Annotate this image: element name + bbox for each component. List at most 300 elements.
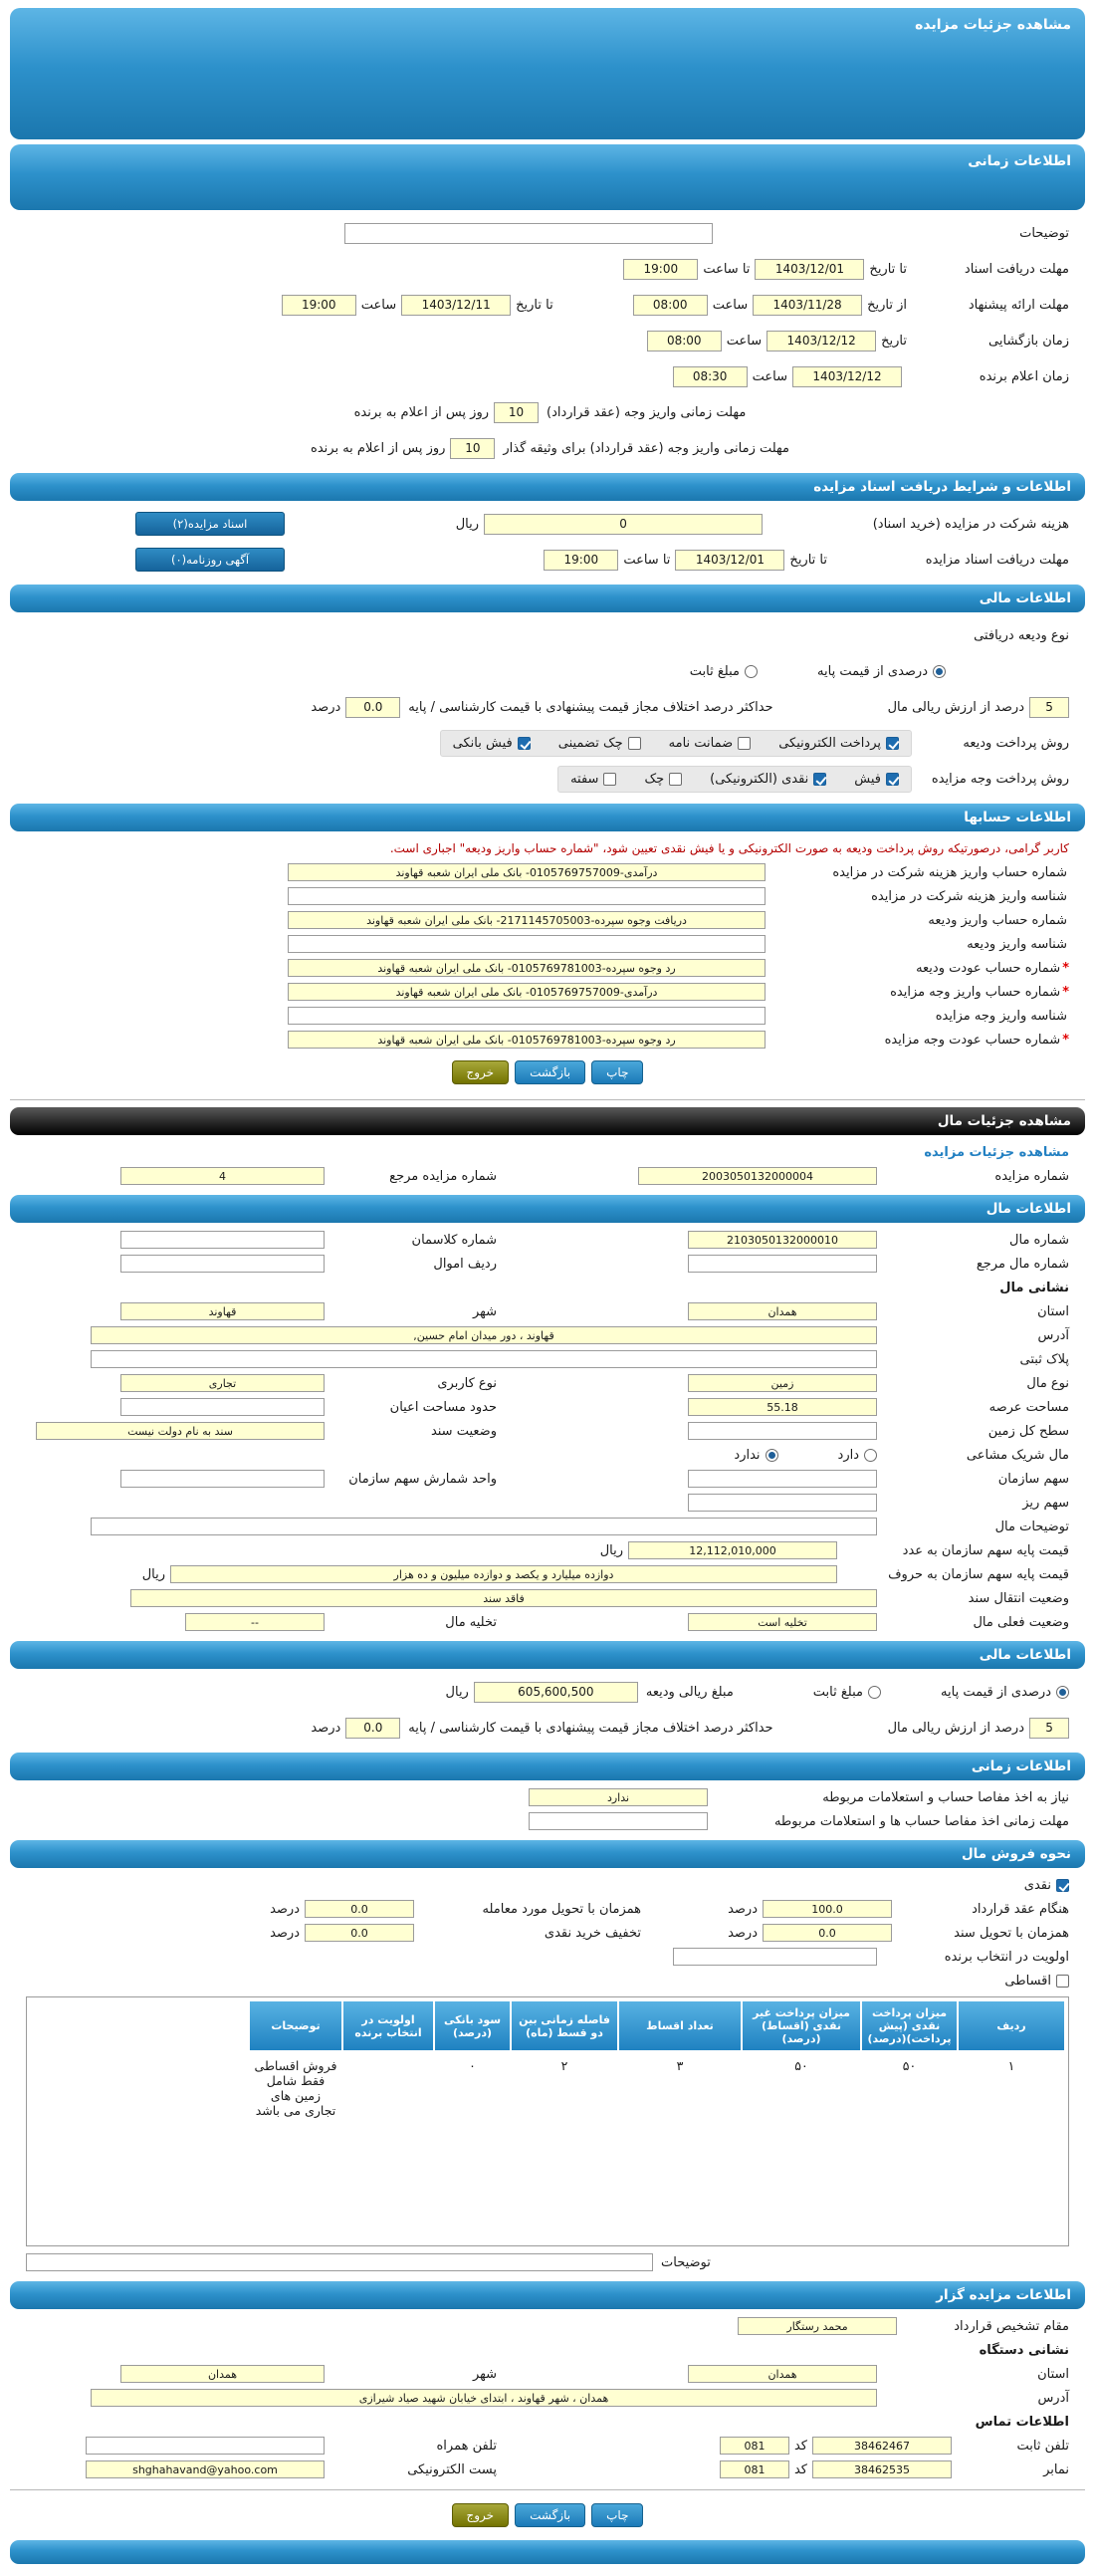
cash-sale-label: نقدی xyxy=(1023,1877,1051,1893)
checkbox-icon xyxy=(669,773,682,786)
org-city-input[interactable]: همدان xyxy=(120,2365,325,2383)
checkbox-icon xyxy=(886,773,899,786)
auction-number-group xyxy=(497,1167,1069,1185)
account-label: شماره حساب عودت ودیعه xyxy=(916,960,1061,976)
cash-sale-row xyxy=(10,1873,1085,1897)
account-input[interactable]: رد وجوه سپرده-0105769781003- بانک ملی ایران شعبه قهاوند xyxy=(288,1031,766,1049)
col-row-number: ردیف xyxy=(959,2001,1064,2050)
radio-icon xyxy=(745,665,758,678)
payment-at-deed-input[interactable]: 0.0 xyxy=(763,1924,892,1942)
deposit-amount-unit: ریال xyxy=(445,1684,469,1700)
section-title-timing2: اطلاعات زمانی xyxy=(10,1753,1085,1780)
exit-button[interactable]: خروج xyxy=(452,1060,510,1084)
property-address-row xyxy=(10,1323,1085,1347)
org-city-label: شهر xyxy=(472,2366,497,2382)
winner-priority-label: اولویت در انتخاب برنده xyxy=(944,1949,1069,1965)
auction-payment-methods-group xyxy=(557,766,912,793)
classification-number-label: شماره کلاسمان xyxy=(411,1232,497,1248)
account-input[interactable] xyxy=(288,1007,766,1025)
percent-of-value-label: درصد از ارزش ریالی مال xyxy=(887,699,1024,715)
auction-number-input[interactable]: 2003050132000004 xyxy=(638,1167,877,1185)
phone-input[interactable]: 38462467 xyxy=(812,2437,952,2455)
account-input[interactable]: رد وجوه سپرده-0105769781003- بانک ملی ایران شعبه قهاوند xyxy=(288,959,766,977)
documents-deadline-row xyxy=(10,542,1085,578)
base-price-numeric-label: قیمت پایه سهم سازمان به عدد xyxy=(902,1542,1069,1558)
installment-sale-row xyxy=(10,1969,1085,1992)
cell-installment-interval: ۲ xyxy=(512,2052,617,2241)
payment-deadline-contract-row xyxy=(10,394,1085,430)
max-diff-input2[interactable]: 0.0 xyxy=(345,1718,400,1739)
deposit-pay-electronic-option[interactable] xyxy=(778,736,899,751)
deposit-type-fixed-label2: مبلغ ثابت xyxy=(812,1684,864,1700)
sale-notes-label: توضیحات xyxy=(661,2254,711,2270)
base-price-words-input[interactable]: دوازده میلیارد و یکصد و دوازده میلیون و ده هزار xyxy=(170,1565,837,1583)
email-label: پست الکترونیکی xyxy=(407,2461,497,2477)
deposit-type-options-row xyxy=(10,653,1085,689)
shared-ownership-label: مال شریک مشاعی xyxy=(966,1447,1069,1463)
share-detail-input[interactable] xyxy=(688,1494,877,1512)
clearance-needed-label: نیاز به اخذ مفاصا حساب و استعلامات مربوطه xyxy=(822,1789,1069,1805)
radio-icon xyxy=(868,1686,881,1699)
deposit-amount-input[interactable]: 605,600,500 xyxy=(474,1682,638,1703)
percent-of-value-input2[interactable]: 5 xyxy=(1029,1718,1069,1739)
offer-from-date-label: از تاریخ xyxy=(867,297,907,313)
auction-pay-check-option[interactable] xyxy=(644,772,682,787)
winner-announce-date-input[interactable]: 1403/12/12 xyxy=(792,366,902,387)
notes-row xyxy=(10,215,1085,251)
offer-deadline-label: مهلت ارائه پیشنهاد xyxy=(968,297,1069,313)
account-row-fee-id xyxy=(10,884,1085,908)
cell-row-number: ۱ xyxy=(959,2052,1064,2241)
offer-to-date-label: تا تاریخ xyxy=(516,297,553,313)
account-label: شماره حساب عودت وجه مزایده xyxy=(884,1032,1061,1048)
checkbox-icon xyxy=(738,737,751,750)
documents-deadline-until-time-label: تا ساعت xyxy=(623,552,671,568)
auction-pay-promissory-option[interactable] xyxy=(570,772,616,787)
percent-of-value-label2: درصد از ارزش ریالی مال xyxy=(887,1720,1024,1736)
auction-number-row xyxy=(10,1164,1085,1188)
property-province-input[interactable]: همدان xyxy=(688,1302,877,1320)
base-price-numeric-input[interactable]: 12,112,010,000 xyxy=(628,1541,837,1559)
deposit-pay-guarantee-label: ضمانت نامه xyxy=(668,735,734,751)
total-land-group xyxy=(497,1422,1069,1440)
payment-deadline-contract-label: مهلت زمانی واریز وجه (عقد قرارداد) xyxy=(547,404,747,420)
col-noncash-payment: میزان پرداخت غیر نقدی (اقساط) (درصد) xyxy=(743,2001,860,2050)
shared-ownership-yes-option[interactable] xyxy=(838,1448,877,1463)
mobile-label: تلفن همراه xyxy=(436,2438,497,2454)
docs-deadline-row xyxy=(10,251,1085,287)
checkbox-icon xyxy=(1056,1879,1069,1892)
clearance-deadline-row xyxy=(10,1809,1085,1833)
mal-ref-number-label: شماره مال مرجع xyxy=(976,1256,1069,1272)
col-winner-priority: اولویت در انتخاب برنده xyxy=(343,2001,433,2050)
installment-table-wrap xyxy=(26,1996,1069,2246)
max-diff-unit2: درصد xyxy=(311,1720,341,1736)
checkbox-icon xyxy=(628,737,641,750)
org-address-title: نشانی دستگاه xyxy=(979,2342,1069,2358)
auction-pay-cash-label: نقدی (الکترونیکی) xyxy=(710,771,809,787)
offer-from-time-label: ساعت xyxy=(712,297,749,313)
property-city-input[interactable]: قهاوند xyxy=(120,1302,325,1320)
deposit-pay-bank-slip-option[interactable] xyxy=(453,736,531,751)
auction-pay-check-label: چک xyxy=(644,771,665,787)
auction-documents-button[interactable]: اسناد مزایده(۲) xyxy=(135,512,285,536)
top-actions-row xyxy=(10,1052,1085,1091)
docs-deadline-date-input[interactable]: 1403/12/01 xyxy=(755,259,864,280)
account-label-wrap xyxy=(775,1009,1069,1024)
deposit-type-fixed-option[interactable] xyxy=(690,664,758,679)
winner-announce-label: زمان اعلام برنده xyxy=(979,368,1069,384)
mal-number-group xyxy=(497,1231,1069,1249)
mal-ref-row xyxy=(10,1252,1085,1276)
cell-winner-priority xyxy=(343,2052,433,2241)
evacuation-label: تخلیه مال xyxy=(445,1614,497,1630)
share-detail-label: سهم ریز xyxy=(1022,1495,1069,1511)
clearance-needed-row xyxy=(10,1785,1085,1809)
deed-transfer-label: وضعیت انتقال سند xyxy=(968,1590,1069,1606)
account-label-wrap xyxy=(775,937,1069,952)
property-address-label: آدرس xyxy=(1037,1327,1069,1343)
max-diff-input[interactable]: 0.0 xyxy=(345,697,400,718)
account-input[interactable]: دریافت وجوه سپرده-2171145705003- بانک ملی ایران شعبه قهاوند xyxy=(288,911,766,929)
documents-deadline-until-date-label: تا تاریخ xyxy=(789,552,827,568)
current-status-group xyxy=(497,1613,1069,1631)
base-price-numeric-row xyxy=(10,1538,1085,1562)
payment-at-deed-row xyxy=(10,1921,1085,1945)
org-address-label: آدرس xyxy=(1037,2390,1069,2406)
checkbox-icon xyxy=(813,773,826,786)
payment-deadline-guarantor-row xyxy=(10,430,1085,466)
org-province-row xyxy=(10,2362,1085,2386)
phone-code-label: کد xyxy=(793,2438,807,2454)
col-notes: توضیحات xyxy=(250,2001,341,2050)
account-label: شماره حساب واریز هزینه شرکت در مزایده xyxy=(832,864,1067,880)
payment-at-deed-group xyxy=(641,1924,1069,1942)
mal-type-group xyxy=(497,1374,1069,1392)
max-diff-label: حداکثر درصد اختلاف مجاز قیمت پیشنهادی با قیمت کارشناسی / پایه xyxy=(408,699,773,715)
installment-sale-label: اقساطی xyxy=(1004,1973,1051,1989)
phone-row xyxy=(10,2434,1085,2458)
fax-row xyxy=(10,2458,1085,2481)
deed-transfer-input[interactable]: فاقد سند xyxy=(130,1589,877,1607)
participation-fee-row xyxy=(10,506,1085,542)
participation-fee-unit: ریال xyxy=(455,516,479,532)
account-input[interactable] xyxy=(288,887,766,905)
opening-date-input[interactable]: 1403/12/12 xyxy=(766,331,876,351)
cell-noncash-payment: ۵۰ xyxy=(743,2052,860,2241)
current-status-input[interactable]: تخلیه است xyxy=(688,1613,877,1631)
print-button[interactable]: چاپ xyxy=(591,2503,643,2527)
property-province-row xyxy=(10,1299,1085,1323)
offer-from-time-input[interactable]: 08:00 xyxy=(633,295,708,316)
org-share-unit-input[interactable] xyxy=(120,1470,325,1488)
radio-icon xyxy=(933,665,946,678)
offer-from-date-input[interactable]: 1403/11/28 xyxy=(753,295,862,316)
deposit-payment-methods-group xyxy=(440,730,912,757)
required-star: * xyxy=(1062,984,1069,1000)
cash-sale-option[interactable] xyxy=(1024,1878,1069,1893)
docs-deadline-time-input[interactable]: 19:00 xyxy=(623,259,698,280)
col-bank-interest: سود بانکی (درصد) xyxy=(435,2001,510,2050)
deposit-type-fixed-option2[interactable] xyxy=(813,1685,881,1700)
section-title-property: اطلاعات مال xyxy=(10,1195,1085,1223)
fax-label: نمابر xyxy=(1043,2461,1069,2477)
shared-ownership-yes-label: دارد xyxy=(837,1447,859,1463)
property-province-label: استان xyxy=(1037,1303,1069,1319)
opening-date-label: تاریخ xyxy=(881,333,907,349)
checkbox-icon xyxy=(1056,1975,1069,1988)
mal-notes-label: توضیحات مال xyxy=(994,1519,1069,1534)
docs-deadline-until-date-label: تا تاریخ xyxy=(869,261,907,277)
cell-notes: فروش اقساطی فقط شامل زمین های تجاری می باشد xyxy=(250,2052,341,2241)
mal-ref-number-input[interactable] xyxy=(688,1255,877,1273)
deposit-type-options-row2 xyxy=(10,1674,1085,1710)
deposit-payment-methods-row xyxy=(10,725,1085,761)
shared-ownership-row xyxy=(10,1443,1085,1467)
fax-input[interactable]: 38462535 xyxy=(812,2460,952,2478)
installment-table-header-row xyxy=(250,2001,1064,2050)
section-title-auctioneer: اطلاعات مزایده گزار xyxy=(10,2281,1085,2309)
col-installment-interval: فاصله زمانی بین دو قسط (ماه) xyxy=(512,2001,617,2050)
radio-icon xyxy=(766,1449,778,1462)
auction-details-link-row xyxy=(10,1140,1085,1164)
account-label-wrap xyxy=(775,889,1069,904)
notes-label: توضیحات xyxy=(1019,225,1069,241)
deposit-pay-electronic-label: پرداخت الکترونیکی xyxy=(778,735,881,751)
mal-notes-input[interactable] xyxy=(91,1518,877,1535)
deposit-pay-bank-slip-label: فیش بانکی xyxy=(452,735,513,751)
payment-at-contract-group xyxy=(641,1900,1069,1918)
payment-at-contract-unit: درصد xyxy=(728,1901,758,1917)
clearance-deadline-input[interactable] xyxy=(529,1812,708,1830)
evacuation-input[interactable]: -- xyxy=(185,1613,325,1631)
deposit-type-fixed-label: مبلغ ثابت xyxy=(689,663,741,679)
base-price-words-label: قیمت پایه سهم سازمان به حروف xyxy=(888,1566,1069,1582)
registration-plate-input[interactable] xyxy=(91,1350,877,1368)
contract-authority-input[interactable]: محمد رستگار xyxy=(738,2317,897,2335)
usage-type-input[interactable]: تجاری xyxy=(120,1374,325,1392)
org-share-row xyxy=(10,1467,1085,1491)
checkbox-icon xyxy=(603,773,616,786)
org-address-input[interactable]: همدان ، شهر قهاوند ، ابتدای خیابان شهید صیاد شیرازی xyxy=(91,2389,877,2407)
section-title-property-details: مشاهده جزئیات مال xyxy=(10,1107,1085,1135)
account-input[interactable]: درآمدی-0105769757009- بانک ملی ایران شعبه قهاوند xyxy=(288,863,766,881)
account-row-deposit-return xyxy=(10,956,1085,980)
winner-announce-time-label: ساعت xyxy=(752,368,787,384)
checkbox-icon xyxy=(518,737,531,750)
phone-code-input[interactable]: 081 xyxy=(720,2437,789,2455)
org-share-input[interactable] xyxy=(688,1470,877,1488)
payment-deadline-guarantor-label: مهلت زمانی واریز وجه (عقد قرارداد) برای وثیقه گذار xyxy=(503,440,789,456)
footer-bar xyxy=(10,2540,1085,2564)
auction-ref-number-input[interactable]: 4 xyxy=(120,1167,325,1185)
account-input[interactable] xyxy=(288,935,766,953)
opening-time-label: زمان بازگشایی xyxy=(988,333,1069,349)
auction-ref-number-label: شماره مزایده مرجع xyxy=(389,1168,497,1184)
mal-notes-row xyxy=(10,1515,1085,1538)
account-label-wrap xyxy=(775,865,1069,880)
required-star: * xyxy=(1062,960,1069,976)
payment-at-contract-row xyxy=(10,1897,1085,1921)
base-price-words-row xyxy=(10,1562,1085,1586)
base-price-words-unit: ریال xyxy=(141,1566,165,1582)
deed-transfer-row xyxy=(10,1586,1085,1610)
total-land-input[interactable] xyxy=(688,1422,877,1440)
max-diff-label2: حداکثر درصد اختلاف مجاز قیمت پیشنهادی با قیمت کارشناسی / پایه xyxy=(408,1720,773,1736)
section-title-documents: اطلاعات و شرایط دریافت اسناد مزایده xyxy=(10,473,1085,501)
account-label: شناسه واریز ودیعه xyxy=(967,936,1067,952)
payment-at-delivery-input[interactable]: 0.0 xyxy=(305,1900,414,1918)
separator xyxy=(10,1099,1085,1100)
email-input[interactable]: shghahavand@yahoo.com xyxy=(86,2460,325,2478)
current-status-label: وضعیت فعلی مال xyxy=(973,1614,1069,1630)
account-label-wrap xyxy=(775,1033,1069,1048)
section-title-financial2: اطلاعات مالی xyxy=(10,1641,1085,1669)
mal-type-input[interactable]: زمین xyxy=(688,1374,877,1392)
auction-details-link[interactable]: مشاهده جزئیات مزایده xyxy=(924,1144,1069,1160)
building-area-label: حدود مساحت اعیان xyxy=(389,1399,497,1415)
winner-priority-input[interactable] xyxy=(673,1948,877,1966)
cash-discount-label: تخفیف خرید نقدی xyxy=(544,1925,641,1941)
org-province-label: استان xyxy=(1037,2366,1069,2382)
deposit-pay-certified-check-label: چک تضمینی xyxy=(557,735,623,751)
cell-cash-payment: ۵۰ xyxy=(862,2052,957,2241)
classification-number-input[interactable] xyxy=(120,1231,325,1249)
fax-code-label: کد xyxy=(793,2461,807,2477)
payment-deadline-guarantor-suffix: روز پس از اعلام به برنده xyxy=(311,440,446,456)
property-address-input[interactable]: قهاوند ، دور میدان امام حسین, xyxy=(91,1326,877,1344)
separator xyxy=(10,2489,1085,2490)
percent-of-value-row xyxy=(10,689,1085,725)
account-label-wrap xyxy=(775,961,1069,976)
land-area-row xyxy=(10,1395,1085,1419)
auction-pay-slip-label: فیش xyxy=(854,771,881,787)
building-area-input[interactable] xyxy=(120,1398,325,1416)
offer-to-time-label: ساعت xyxy=(360,297,397,313)
opening-time-sub-label: ساعت xyxy=(726,333,763,349)
mobile-input[interactable] xyxy=(86,2437,325,2455)
section-title-accounts: اطلاعات حسابها xyxy=(10,804,1085,831)
deed-status-input[interactable]: سند به نام دولت نیست xyxy=(36,1422,325,1440)
mal-number-input[interactable]: 2103050132000010 xyxy=(688,1231,877,1249)
exit-button[interactable]: خروج xyxy=(452,2503,510,2527)
shared-ownership-no-label: ندارد xyxy=(734,1447,761,1463)
docs-deadline-label: مهلت دریافت اسناد xyxy=(964,261,1069,277)
payment-at-contract-input[interactable]: 100.0 xyxy=(763,1900,892,1918)
payment-at-delivery-label: همزمان با تحویل مورد معامله xyxy=(482,1901,641,1917)
sale-notes-row xyxy=(10,2250,1085,2274)
auction-pay-cash-option[interactable] xyxy=(710,772,826,787)
assets-row-input[interactable] xyxy=(120,1255,325,1273)
participation-fee-label: هزینه شرکت در مزایده (خرید اسناد) xyxy=(872,516,1069,532)
account-row-deposit-pay xyxy=(10,908,1085,932)
percent-of-value-input[interactable]: 5 xyxy=(1029,697,1069,718)
land-area-input[interactable]: 55.18 xyxy=(688,1398,877,1416)
total-land-row xyxy=(10,1419,1085,1443)
contact-info-title: اطلاعات تماس xyxy=(975,2414,1069,2430)
print-button[interactable]: چاپ xyxy=(591,1060,643,1084)
mal-number-label: شماره مال xyxy=(1009,1232,1069,1248)
assets-row-label: ردیف اموال xyxy=(433,1256,497,1272)
offer-to-time-input[interactable]: 19:00 xyxy=(282,295,356,316)
usage-type-label: نوع کاربری xyxy=(437,1375,497,1391)
org-address-row xyxy=(10,2386,1085,2410)
back-button[interactable]: بازگشت xyxy=(515,1060,585,1084)
winner-announce-row xyxy=(10,358,1085,394)
documents-deadline-label: مهلت دریافت اسناد مزایده xyxy=(925,552,1069,568)
payment-deadline-contract-input[interactable]: 10 xyxy=(494,402,539,423)
deposit-type-percent-option[interactable] xyxy=(817,664,946,679)
account-row-auction-pay xyxy=(10,980,1085,1004)
phone-group xyxy=(497,2437,1069,2455)
col-cash-payment: میزان پرداخت نقدی (پیش پرداخت)(درصد) xyxy=(862,2001,957,2050)
mal-ref-group xyxy=(497,1255,1069,1273)
deposit-pay-guarantee-option[interactable] xyxy=(669,736,752,751)
shared-ownership-no-option[interactable] xyxy=(734,1448,777,1463)
opening-time-input[interactable]: 08:00 xyxy=(647,331,722,351)
org-province-input[interactable]: همدان xyxy=(688,2365,877,2383)
installment-sale-option[interactable] xyxy=(1004,1974,1069,1989)
payment-deadline-guarantor-input[interactable]: 10 xyxy=(450,438,495,459)
notes-input[interactable] xyxy=(344,223,713,244)
total-land-label: سطح کل زمین xyxy=(987,1423,1069,1439)
documents-deadline-time-input[interactable]: 19:00 xyxy=(544,550,618,571)
sale-notes-input[interactable] xyxy=(26,2253,653,2271)
auction-pay-promissory-label: سفته xyxy=(570,771,599,787)
newspaper-ads-button[interactable]: آگهی روزنامه(۰) xyxy=(135,548,285,572)
radio-icon xyxy=(1056,1686,1069,1699)
back-button[interactable]: بازگشت xyxy=(515,2503,585,2527)
winner-announce-time-input[interactable]: 08:30 xyxy=(673,366,748,387)
timing-header-panel xyxy=(10,144,1085,210)
deposit-amount-label: مبلغ ریالی ودیعه xyxy=(645,1684,734,1700)
share-detail-row xyxy=(10,1491,1085,1515)
accounts-notice: کاربر گرامی، درصورتیکه روش پرداخت ودیعه به صورت الکترونیکی و یا فیش نقدی تعیین شود، "شماره حساب واریز ودیعه" اجباری است. xyxy=(389,841,1069,855)
contract-authority-label: مقام تشخیص قرارداد xyxy=(954,2318,1069,2334)
cash-discount-input[interactable]: 0.0 xyxy=(305,1924,414,1942)
section-title-sale-method: نحوه فروش مال xyxy=(10,1840,1085,1868)
org-share-group xyxy=(497,1470,1069,1488)
payment-at-deed-label: همزمان با تحویل سند xyxy=(954,1925,1069,1941)
deposit-payment-methods-label: روش پرداخت ودیعه xyxy=(963,735,1069,751)
payment-at-deed-unit: درصد xyxy=(728,1925,758,1941)
winner-priority-row xyxy=(10,1945,1085,1969)
cell-bank-interest: ۰ xyxy=(435,2052,510,2241)
auction-pay-slip-option[interactable] xyxy=(854,772,899,787)
clearance-needed-input[interactable]: ندارد xyxy=(529,1788,708,1806)
deposit-pay-certified-check-option[interactable] xyxy=(558,736,641,751)
deed-status-label: وضعیت سند xyxy=(430,1423,497,1439)
documents-deadline-date-input[interactable]: 1403/12/01 xyxy=(675,550,784,571)
registration-plate-label: پلاک ثبتی xyxy=(1019,1351,1069,1367)
account-input[interactable]: درآمدی-0105769757009- بانک ملی ایران شعبه قهاوند xyxy=(288,983,766,1001)
payment-at-delivery-unit: درصد xyxy=(270,1901,300,1917)
account-label: شناسه واریز هزینه شرکت در مزایده xyxy=(871,888,1067,904)
deposit-type-percent-option2[interactable] xyxy=(941,1685,1069,1700)
offer-to-date-input[interactable]: 1403/12/11 xyxy=(401,295,511,316)
fax-code-input[interactable]: 081 xyxy=(720,2460,789,2478)
auction-details-header-panel xyxy=(10,8,1085,139)
org-province-group xyxy=(497,2365,1069,2383)
participation-fee-input[interactable]: 0 xyxy=(484,514,763,535)
auction-payment-methods-row xyxy=(10,761,1085,797)
opening-time-row xyxy=(10,323,1085,358)
percent-of-value-row2 xyxy=(10,1710,1085,1746)
account-row-fee-deposit xyxy=(10,860,1085,884)
account-label: شماره حساب واریز ودیعه xyxy=(928,912,1067,928)
checkbox-icon xyxy=(886,737,899,750)
base-price-numeric-unit: ریال xyxy=(599,1542,623,1558)
